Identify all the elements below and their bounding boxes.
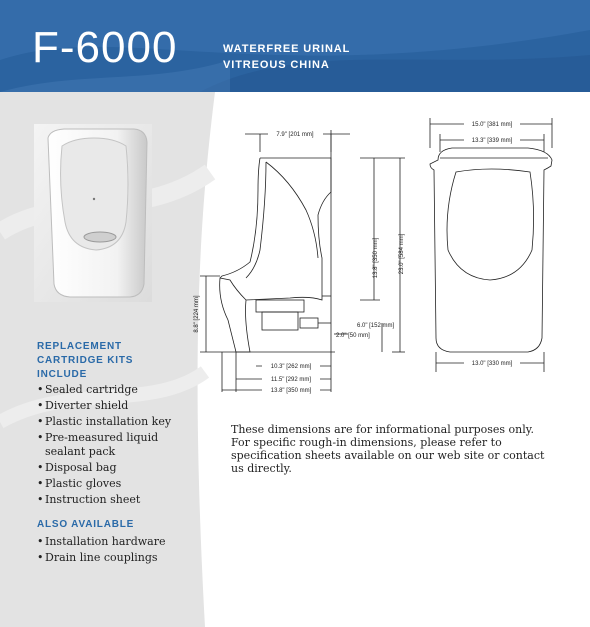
list-item: • Diverter shield (37, 399, 207, 413)
base-width-label: 13.0" [330 mm] (471, 361, 513, 367)
also-available-title: ALSO AVAILABLE (37, 519, 135, 530)
list-item: • Plastic gloves (37, 477, 207, 491)
list-item: • Installation hardware (37, 535, 207, 549)
list-item: • Disposal bag (37, 461, 207, 475)
depth-2-label: 11.5" [292 mm] (270, 377, 312, 383)
cartridge-title-line-2: CARTRIDGE KITS (37, 355, 134, 366)
depth-3-label: 13.8" [350 mm] (270, 388, 312, 394)
upper-height-label: 13.8" [350 mm] (373, 237, 379, 279)
list-item: • Plastic installation key (37, 415, 207, 429)
dimensions-disclaimer: These dimensions are for informational purposes only. For specific rough-in dimensions, please refer to specification sheets available on our web site or contact us directly. (231, 423, 545, 475)
depth-1-label: 10.3" [262 mm] (270, 364, 312, 370)
inner-width-label: 13.3" [339 mm] (471, 138, 513, 144)
outlet-offset-label: 2.0" [50 mm] (336, 333, 370, 339)
cartridge-title-line-3: INCLUDE (37, 369, 88, 380)
list-item: • Drain line couplings (37, 551, 207, 565)
front-view-labels (464, 120, 520, 367)
subtitle-line-1: WATERFREE URINAL (223, 43, 351, 55)
list-item: • Instruction sheet (37, 493, 207, 507)
side-view-labels (194, 128, 405, 394)
cartridge-title-line-1: REPLACEMENT (37, 341, 122, 352)
model-number: F-6000 (32, 23, 178, 72)
subtitle-line-2: VITREOUS CHINA (223, 59, 330, 71)
list-item: • Pre-measured liquid sealant pack (37, 431, 165, 459)
front-view-drawing (430, 118, 552, 372)
top-width-label: 7.9" [201 mm] (276, 132, 314, 138)
outlet-height-label: 6.0" [152 mm] (357, 323, 395, 329)
lower-height-label: 8.8" [224 mm] (194, 295, 200, 333)
total-height-label: 23.0" [584 mm] (399, 233, 405, 275)
outer-width-label: 15.0" [381 mm] (471, 122, 513, 128)
list-item: • Sealed cartridge (37, 383, 207, 397)
